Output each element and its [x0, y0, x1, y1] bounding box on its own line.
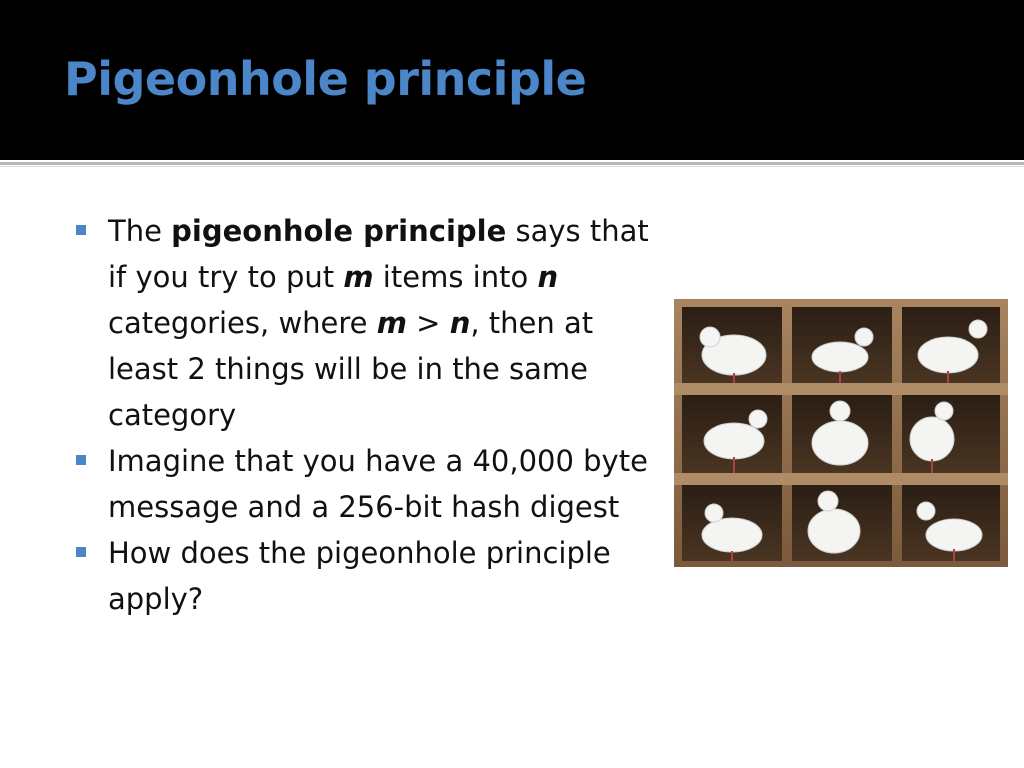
text-run: >: [406, 306, 450, 340]
bullet-item-1: [76, 208, 666, 438]
bullet-text: Imagine that you have a 40,000 byte message and a 256-bit hash digest: [108, 444, 648, 524]
variable-n: n: [537, 260, 559, 294]
bullet-list: [76, 208, 666, 622]
variable-m: m: [376, 306, 407, 340]
bullet-square-icon: [76, 455, 86, 465]
bullet-text: How does the pigeonhole principle apply?: [108, 536, 611, 616]
text-run: , then at least 2 things will be in the same category: [108, 306, 594, 432]
term-pigeonhole-principle: pigeonhole principle: [171, 214, 507, 248]
pigeonhole-illustration: [674, 299, 1008, 567]
variable-m: m: [343, 260, 374, 294]
slide-title: Pigeonhole principle: [64, 52, 587, 106]
text-run: says that if you try to put: [108, 214, 649, 294]
bullet-item-2: [76, 438, 666, 530]
divider-rule-light: [0, 166, 1024, 167]
bullet-square-icon: [76, 547, 86, 557]
text-run: The: [108, 214, 172, 248]
variable-n: n: [449, 306, 471, 340]
title-bar: [0, 0, 1024, 160]
text-run: categories, where: [108, 306, 377, 340]
text-run: items into: [373, 260, 538, 294]
divider-rule: [0, 162, 1024, 165]
bullet-item-3: [76, 530, 666, 622]
pigeonholes-with-doves-photo: [674, 299, 1008, 567]
bullet-text: [108, 214, 649, 432]
bullet-square-icon: [76, 225, 86, 235]
